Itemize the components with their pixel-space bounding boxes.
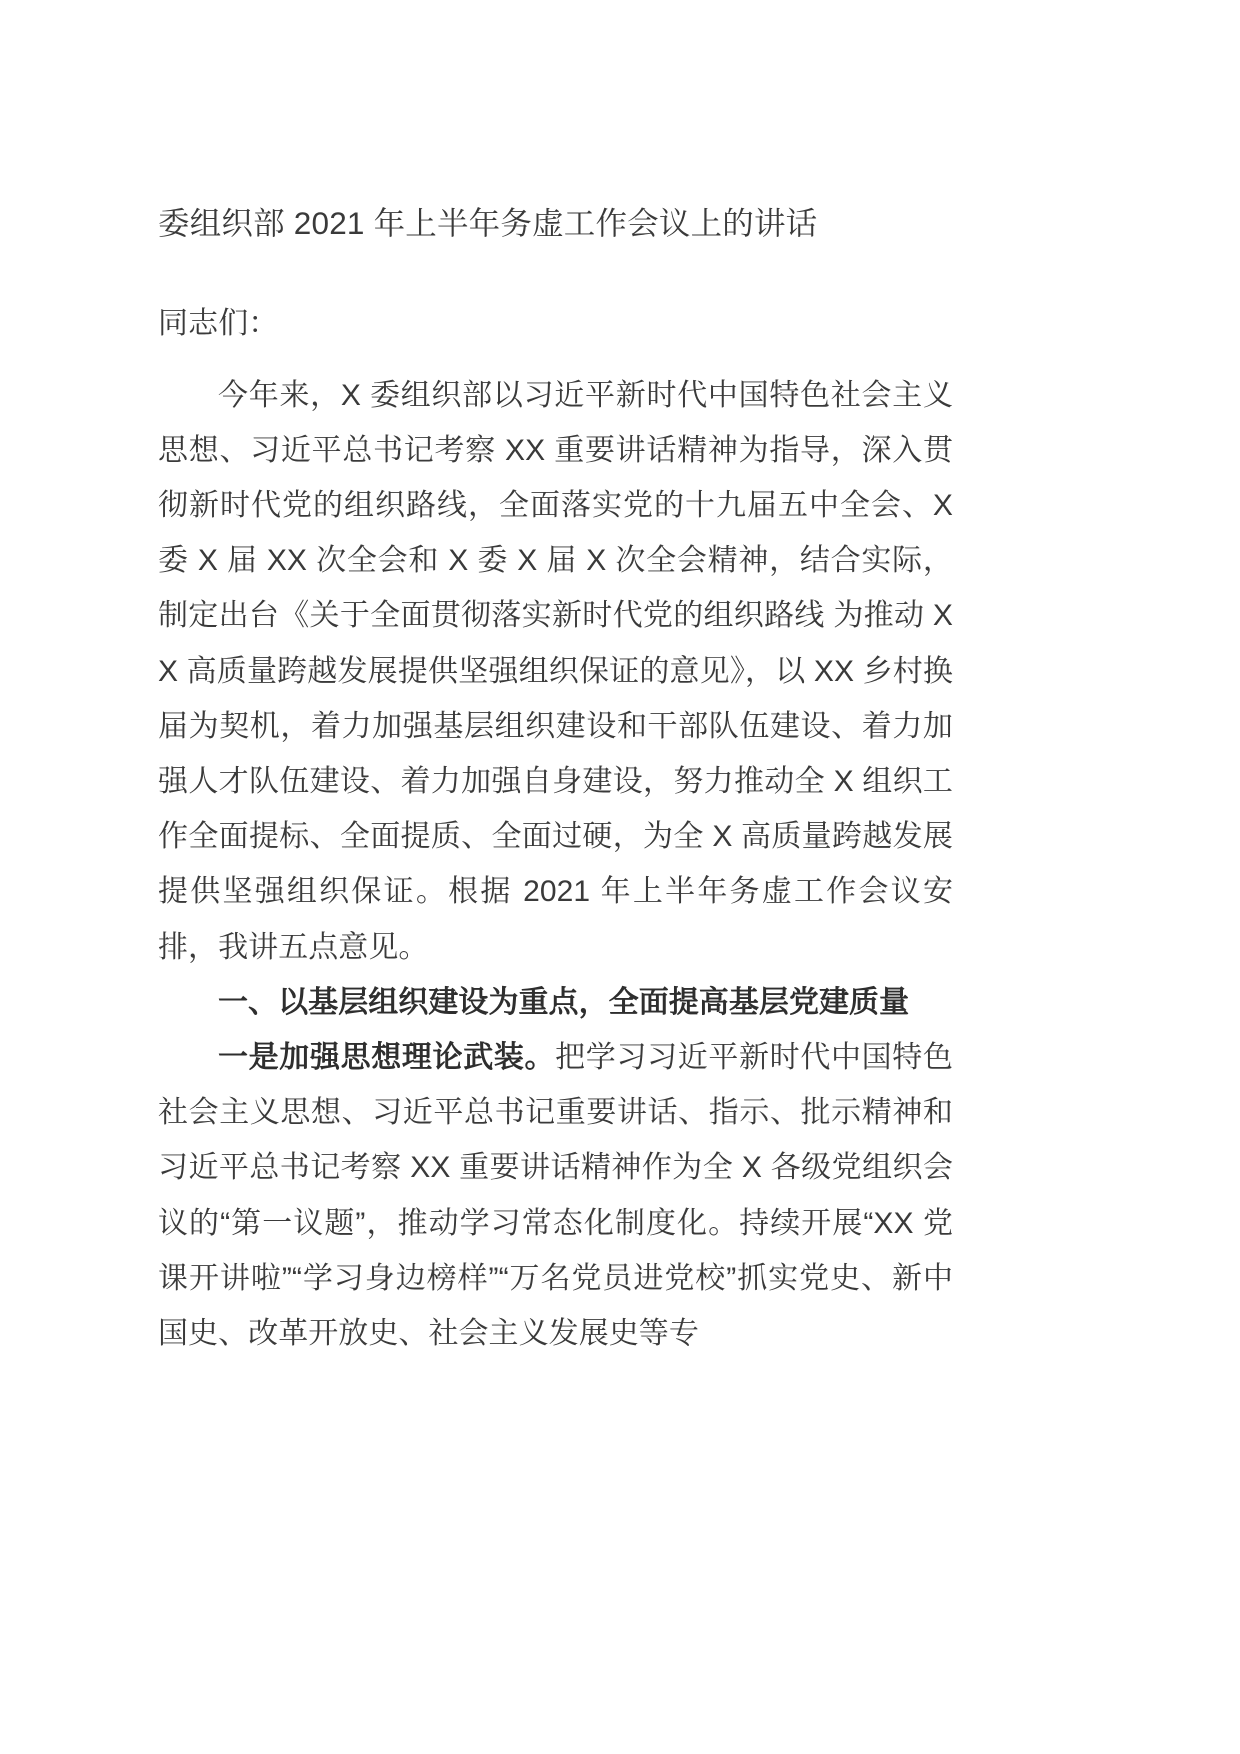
subsection-lead-label: 一是加强思想理论武装。 — [218, 1040, 556, 1074]
subsection-body-text: 把学习习近平新时代中国特色社会主义思想、习近平总书记重要讲话、指示、批示精神和习近平总书记考察 XX 重要讲话精神作为全 X 各级党组织会议的“第一议题”，推动学习常态化制度化。持续开展“XX 党课开讲啦”“学习身边榜样”“万名党员进党校”抓实党史、新中国史、改革开放史、社会主义发展史等专 — [158, 1040, 953, 1350]
salutation-line: 同志们： — [158, 306, 279, 340]
document-title: 委组织部 2021 年上半年务虚工作会议上的讲话 — [158, 205, 818, 241]
section-heading-one: 一、以基层组织建设为重点，全面提高基层党建质量 — [218, 985, 910, 1019]
document-body — [158, 0, 953, 1361]
paragraph-subsection-one — [158, 1030, 953, 1361]
paragraph-intro: 今年来，X 委组织部以习近平新时代中国特色社会主义思想、习近平总书记考察 XX 重要讲话精神为指导，深入贯彻新时代党的组织路线，全面落实党的十九届五中全会、X 委 X 届 XX 次全会和 X 委 X 届 X 次全会精神，结合实际，制定出台《关于全面贯彻落实新时代党的组织路线 为推动 XX 高质量跨越发展提供坚强组织保证的意见》，以 XX 乡村换届为契机，着力加强基层组织建设和干部队伍建设、着力加强人才队伍建设、着力加强自身建设，努力推动全 X 组织工作全面提标、全面提质、全面过硬，为全 X 高质量跨越发展提供坚强组织保证。根据 2021 年上半年务虚工作会议安排，我讲五点意见。 — [158, 378, 953, 964]
